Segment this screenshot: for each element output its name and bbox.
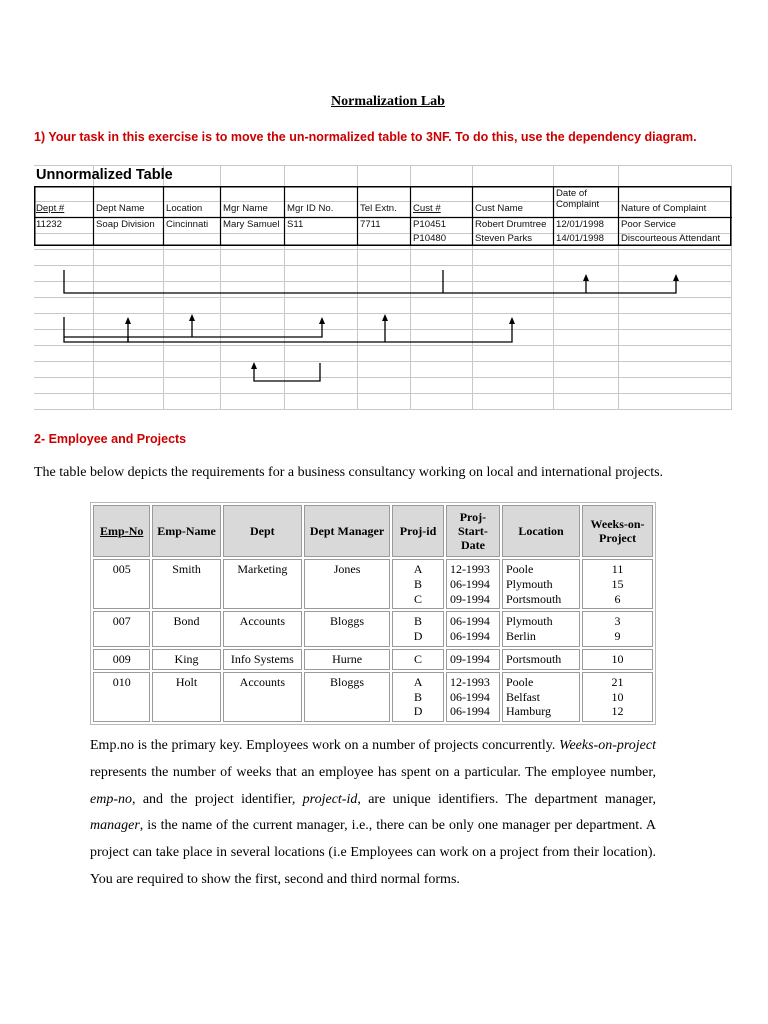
table-cell: 3 9 xyxy=(582,611,653,647)
sheet-cell: 12/01/1998 xyxy=(556,219,605,230)
sheet-cell: P10480 xyxy=(413,233,447,244)
table-cell: Marketing xyxy=(223,559,302,609)
sheet-header-dept-name: Dept Name xyxy=(96,203,145,214)
sheet-cell: Steven Parks xyxy=(475,233,533,244)
table-cell: Portsmouth xyxy=(502,649,580,670)
table-cell: C xyxy=(392,649,444,670)
employee-projects-table xyxy=(90,502,656,725)
column-header-proj-id: Proj-id xyxy=(392,505,444,557)
table-cell: 10 xyxy=(582,649,653,670)
table-cell: Bond xyxy=(152,611,220,647)
table-cell: 09-1994 xyxy=(446,649,500,670)
sheet-cell: Poor Service xyxy=(621,219,676,230)
paragraph-term: manager xyxy=(90,818,140,834)
table-cell: Hurne xyxy=(304,649,390,670)
paragraph-term: emp-no xyxy=(90,791,132,807)
unnormalized-sheet xyxy=(34,165,732,410)
table-cell: A B D xyxy=(392,672,444,722)
table-cell: Poole Plymouth Portsmouth xyxy=(502,559,580,609)
table-cell: Holt xyxy=(152,672,220,722)
paragraph-term: project-id xyxy=(302,791,358,807)
table-cell: Plymouth Berlin xyxy=(502,611,580,647)
sheet-header-mgr-name: Mgr Name xyxy=(223,203,268,214)
table-cell: 21 10 12 xyxy=(582,672,653,722)
task-instruction: 1) Your task in this exercise is to move the un-normalized table to 3NF. To do this, use the dependency diagram. xyxy=(34,130,697,144)
table-cell: 11 15 6 xyxy=(582,559,653,609)
paragraph-text: , are unique identifiers. The department manager, xyxy=(357,791,657,807)
paragraph-text: represents the number of weeks that an employee has spent on a particular. The employee number, xyxy=(90,764,656,780)
table-cell: Accounts xyxy=(223,611,302,647)
table-cell: Info Systems xyxy=(223,649,302,670)
column-header-dept: Dept xyxy=(223,505,302,557)
sheet-gridlines xyxy=(34,165,732,410)
page-title: Normalization Lab xyxy=(331,94,445,109)
sheet-header-nature: Nature of Complaint xyxy=(621,203,707,214)
sheet-header-location: Location xyxy=(166,203,203,214)
sheet-header-tel-extn: Tel Extn. xyxy=(360,203,397,214)
table-cell: King xyxy=(152,649,220,670)
column-header-proj-start-date: Proj- Start- Date xyxy=(446,505,500,557)
table-row xyxy=(93,672,653,722)
section-intro: The table below depicts the requirements for a business consultancy working on local and international projects. xyxy=(34,465,664,480)
sheet-cell: 7711 xyxy=(360,219,381,230)
sheet-cell: S11 xyxy=(287,219,304,230)
column-header-weeks-on-project: Weeks-on- Project xyxy=(582,505,653,557)
table-cell: Bloggs xyxy=(304,672,390,722)
table-cell: 010 xyxy=(93,672,150,722)
sheet-title: Unnormalized Table xyxy=(36,167,173,183)
table-cell: 06-1994 06-1994 xyxy=(446,611,500,647)
table-row xyxy=(93,649,653,670)
column-header-location: Location xyxy=(502,505,580,557)
table-cell: 007 xyxy=(93,611,150,647)
sheet-cell: Discourteous Attendant xyxy=(621,233,721,244)
sheet-header-mgr-id: Mgr ID No. xyxy=(287,203,334,214)
table-cell: A B C xyxy=(392,559,444,609)
dependency-arrowheads xyxy=(125,274,679,369)
table-cell: Accounts xyxy=(223,672,302,722)
sheet-cell: 11232 xyxy=(36,219,62,230)
table-cell: 005 xyxy=(93,559,150,609)
paragraph-text: , and the project identifier, xyxy=(132,791,303,807)
table-cell: B D xyxy=(392,611,444,647)
paragraph-text: , is the name of the current manager, i.e., there can be only one manager per department. A project can take place in several locations (i.e Employees can work on a project from their location). You are required to show the first, second and third normal forms. xyxy=(90,818,656,887)
sheet-header-dept-no: Dept # xyxy=(36,203,65,214)
table-row xyxy=(93,611,653,647)
table-header-row xyxy=(93,505,653,557)
sheet-cell: Robert Drumtree xyxy=(475,219,547,230)
sheet-header-cust-no: Cust # xyxy=(413,203,441,214)
column-header-emp-no: Emp-No xyxy=(93,505,150,557)
column-header-dept-manager: Dept Manager xyxy=(304,505,390,557)
sheet-cell: 14/01/1998 xyxy=(556,233,605,244)
description-paragraph xyxy=(90,733,656,894)
dependency-diagram xyxy=(64,270,676,381)
paragraph-text: Emp.no is the primary key. Employees work on a number of projects concurrently. xyxy=(90,738,560,753)
table-cell: Jones xyxy=(304,559,390,609)
paragraph-term: Weeks-on-project xyxy=(559,738,656,753)
table-cell: 12-1993 06-1994 09-1994 xyxy=(446,559,500,609)
section-heading: 2- Employee and Projects xyxy=(34,432,187,446)
table-cell: 009 xyxy=(93,649,150,670)
table-row xyxy=(93,559,653,609)
sheet-cell: P10451 xyxy=(413,219,447,230)
sheet-cell: Cincinnati xyxy=(166,219,209,230)
sheet-cell: Mary Samuel xyxy=(223,219,280,230)
column-header-emp-name: Emp-Name xyxy=(152,505,220,557)
table-cell: Bloggs xyxy=(304,611,390,647)
sheet-header-cust-name: Cust Name xyxy=(475,203,523,214)
table-cell: 12-1993 06-1994 06-1994 xyxy=(446,672,500,722)
table-cell: Poole Belfast Hamburg xyxy=(502,672,580,722)
sheet-header-date: Date of Complaint xyxy=(556,188,600,210)
table-cell: Smith xyxy=(152,559,220,609)
sheet-cell: Soap Division xyxy=(96,219,155,230)
